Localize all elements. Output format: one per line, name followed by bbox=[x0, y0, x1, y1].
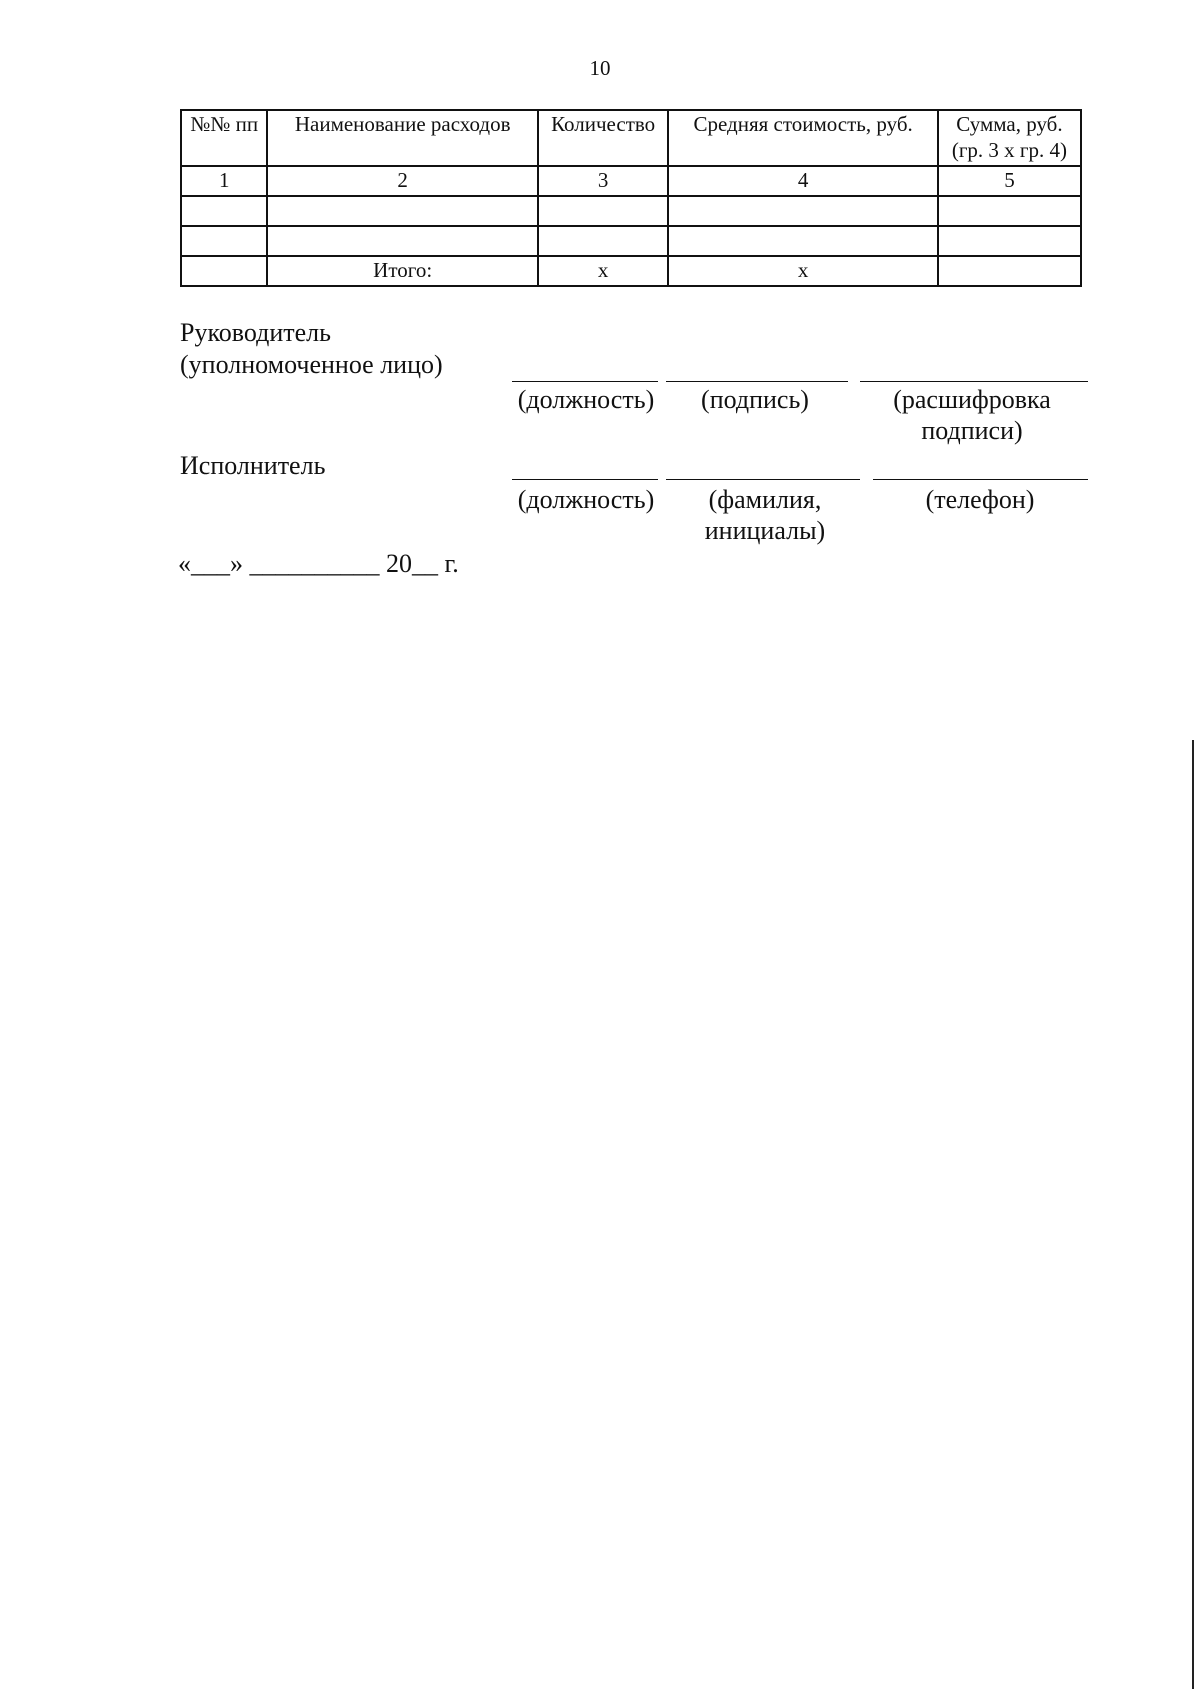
header-sum: Сумма, руб. (гр. 3 х гр. 4) bbox=[938, 110, 1081, 166]
table-cell bbox=[538, 226, 668, 256]
header-number: №№ пп bbox=[181, 110, 267, 166]
total-row bbox=[181, 256, 1081, 286]
scan-edge-line bbox=[1192, 740, 1194, 1689]
header-quantity: Количество bbox=[538, 110, 668, 166]
total-sum bbox=[938, 256, 1081, 286]
head-position-line bbox=[512, 381, 658, 382]
head-subtitle: (уполномоченное лицо) bbox=[180, 350, 443, 379]
total-label: Итого: bbox=[267, 256, 537, 286]
executor-name-line bbox=[666, 479, 860, 480]
table-row bbox=[181, 196, 1081, 226]
date-line: «___» __________ 20__ г. bbox=[178, 549, 459, 578]
table-cell bbox=[181, 196, 267, 226]
head-decoding-caption: (расшифровка подписи) bbox=[893, 385, 1051, 445]
executor-name-caption: (фамилия, инициалы) bbox=[704, 485, 826, 545]
column-numbers-row bbox=[181, 166, 1081, 196]
head-signature-line bbox=[666, 381, 848, 382]
executor-phone-caption: (телефон) bbox=[925, 485, 1035, 514]
executor-phone-line bbox=[873, 479, 1088, 480]
head-decoding-line bbox=[860, 381, 1088, 382]
head-title: Руководитель bbox=[180, 318, 331, 347]
column-number: 5 bbox=[938, 166, 1081, 196]
column-number: 2 bbox=[267, 166, 537, 196]
table-header-row bbox=[181, 110, 1081, 166]
total-average-cost: х bbox=[668, 256, 938, 286]
table-cell bbox=[181, 226, 267, 256]
column-number: 4 bbox=[668, 166, 938, 196]
page-number: 10 bbox=[589, 56, 611, 80]
column-number: 1 bbox=[181, 166, 267, 196]
table-cell bbox=[267, 226, 537, 256]
table-cell bbox=[267, 196, 537, 226]
table-row bbox=[181, 226, 1081, 256]
table-cell bbox=[538, 196, 668, 226]
executor-position-caption: (должность) bbox=[517, 485, 655, 514]
expense-table bbox=[180, 109, 1082, 287]
table-cell bbox=[938, 226, 1081, 256]
executor-position-line bbox=[512, 479, 658, 480]
executor-title: Исполнитель bbox=[180, 451, 326, 480]
total-quantity: х bbox=[538, 256, 668, 286]
table-cell bbox=[668, 226, 938, 256]
header-average-cost: Средняя стоимость, руб. bbox=[668, 110, 938, 166]
table-cell bbox=[938, 196, 1081, 226]
head-position-caption: (должность) bbox=[517, 385, 655, 414]
table-cell bbox=[668, 196, 938, 226]
column-number: 3 bbox=[538, 166, 668, 196]
head-signature-caption: (подпись) bbox=[701, 385, 809, 414]
table-cell bbox=[181, 256, 267, 286]
header-expense-name: Наименование расходов bbox=[267, 110, 537, 166]
